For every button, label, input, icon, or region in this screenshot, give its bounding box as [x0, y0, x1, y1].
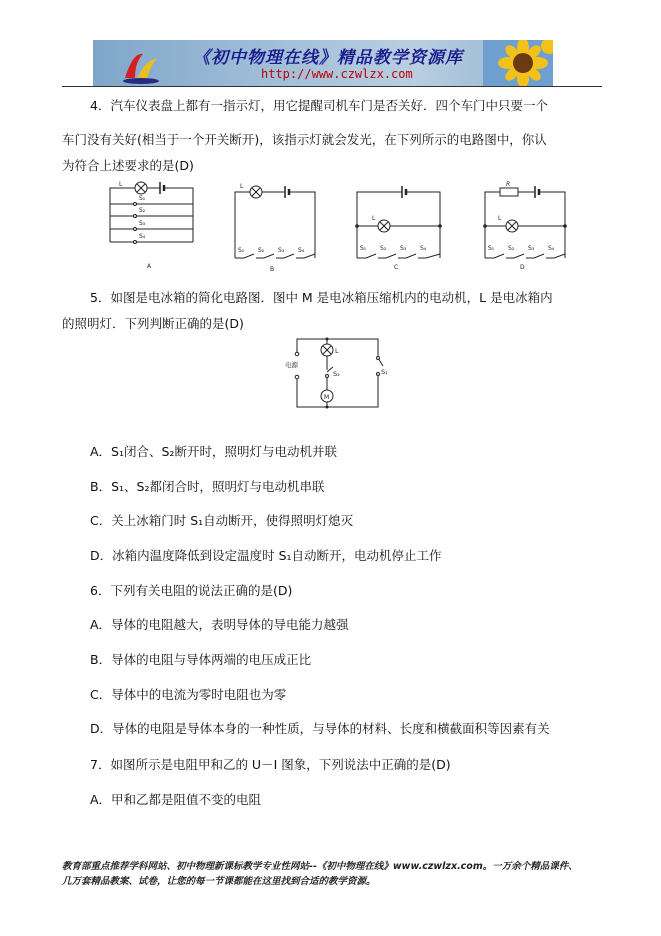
circuit-a-s1: S₁: [139, 195, 146, 202]
circuit-b-diagram: [230, 180, 320, 275]
circuit-b-s1: S₁: [238, 247, 245, 254]
circuit-c-diagram: [352, 180, 447, 275]
q5-option-a: A．S₁闭合、S₂断开时，照明灯与电动机并联: [90, 444, 337, 459]
fridge-s2-label: S₂: [333, 370, 340, 378]
q5-option-c: C．关上冰箱门时 S₁自动断开，使得照明灯熄灭: [90, 513, 354, 528]
fridge-s1-label: S₁: [381, 368, 388, 376]
circuit-c-label: C: [394, 264, 399, 271]
footer-line1: 教育部重点推荐学科网站、初中物理新课标教学专业性网站--《初中物理在线》www.czwlzx.com。一万余个精品课件、: [62, 861, 578, 872]
sunflower-icon: [483, 40, 553, 86]
header-rule: [62, 86, 602, 87]
circuit-b-lamp-label: L: [240, 183, 244, 190]
q4-line2: 车门没有关好(相当于一个开关断开)，该指示灯就会发光，在下列所示的电路图中，你认: [62, 132, 547, 147]
circuit-d-s3: S₃: [528, 245, 535, 252]
circuit-c-s1: S₁: [360, 245, 367, 252]
q5-option-b: B．S₁、S₂都闭合时，照明灯与电动机串联: [90, 479, 325, 494]
circuit-d-diagram: [480, 180, 575, 275]
q6-stem: 6．下列有关电阻的说法正确的是(D): [90, 583, 293, 598]
circuit-d-label: D: [520, 264, 525, 271]
circuit-a-diagram: [105, 180, 200, 275]
circuit-a-s2: S₂: [139, 207, 146, 214]
q5-option-d: D．冰箱内温度降低到设定温度时 S₁自动断开，电动机停止工作: [90, 548, 442, 563]
q7-option-a: A．甲和乙都是阻值不变的电阻: [90, 792, 262, 807]
q7-stem: 7．如图所示是电阻甲和乙的 U－I 图象，下列说法中正确的是(D): [90, 757, 451, 772]
footer: [62, 859, 602, 889]
site-logo-icon: [121, 48, 161, 84]
fridge-source-label: 电源: [285, 361, 298, 369]
circuit-a-s3: S₃: [139, 220, 146, 227]
circuit-b-label: B: [270, 266, 275, 273]
circuit-d-lamp-label: L: [498, 215, 502, 222]
circuit-d-s4: S₄: [548, 245, 555, 252]
footer-line2: 几万套精品教案、试卷，让您的每一节课都能在这里找到合适的教学资源。: [62, 876, 376, 887]
q4-line1: 4．汽车仪表盘上都有一指示灯，用它提醒司机车门是否关好．四个车门中只要一个: [90, 98, 548, 113]
circuit-a-label: A: [147, 263, 152, 270]
q6-option-b: B．导体的电阻与导体两端的电压成正比: [90, 652, 312, 667]
banner-url[interactable]: http://www.czwlzx.com: [261, 67, 413, 81]
circuit-b-s2: S₂: [258, 247, 265, 254]
q5-line1: 5．如图是电冰箱的简化电路图．图中 M 是电冰箱压缩机内的电动机，L 是电冰箱内: [90, 290, 553, 305]
circuit-d-resistor-label: R: [506, 181, 511, 188]
banner-title: 《初中物理在线》精品教学资源库: [193, 48, 463, 68]
fridge-circuit-diagram: [283, 334, 388, 414]
header-banner: [93, 40, 553, 86]
q6-option-d: D．导体的电阻是导体本身的一种性质，与导体的材料、长度和横截面积等因素有关: [90, 721, 550, 736]
circuit-a-lamp-label: L: [119, 181, 123, 188]
circuit-c-s2: S₂: [380, 245, 387, 252]
q4-line3: 为符合上述要求的是(D): [62, 158, 194, 173]
circuit-d-s1: S₁: [488, 245, 495, 252]
circuit-a-s4: S₄: [139, 233, 146, 240]
circuit-d-s2: S₂: [508, 245, 515, 252]
circuit-b-s3: S₃: [278, 247, 285, 254]
circuit-c-s3: S₃: [400, 245, 407, 252]
circuit-c-s4: S₄: [420, 245, 427, 252]
fridge-motor-label: M: [324, 394, 330, 401]
q6-option-c: C．导体中的电流为零时电阻也为零: [90, 687, 287, 702]
circuit-c-lamp-label: L: [372, 215, 376, 222]
q5-line2: 的照明灯．下列判断正确的是(D): [62, 316, 244, 331]
circuit-b-s4: S₄: [298, 247, 305, 254]
q6-option-a: A．导体的电阻越大，表明导体的导电能力越强: [90, 617, 349, 632]
fridge-lamp-label: L: [335, 347, 339, 355]
